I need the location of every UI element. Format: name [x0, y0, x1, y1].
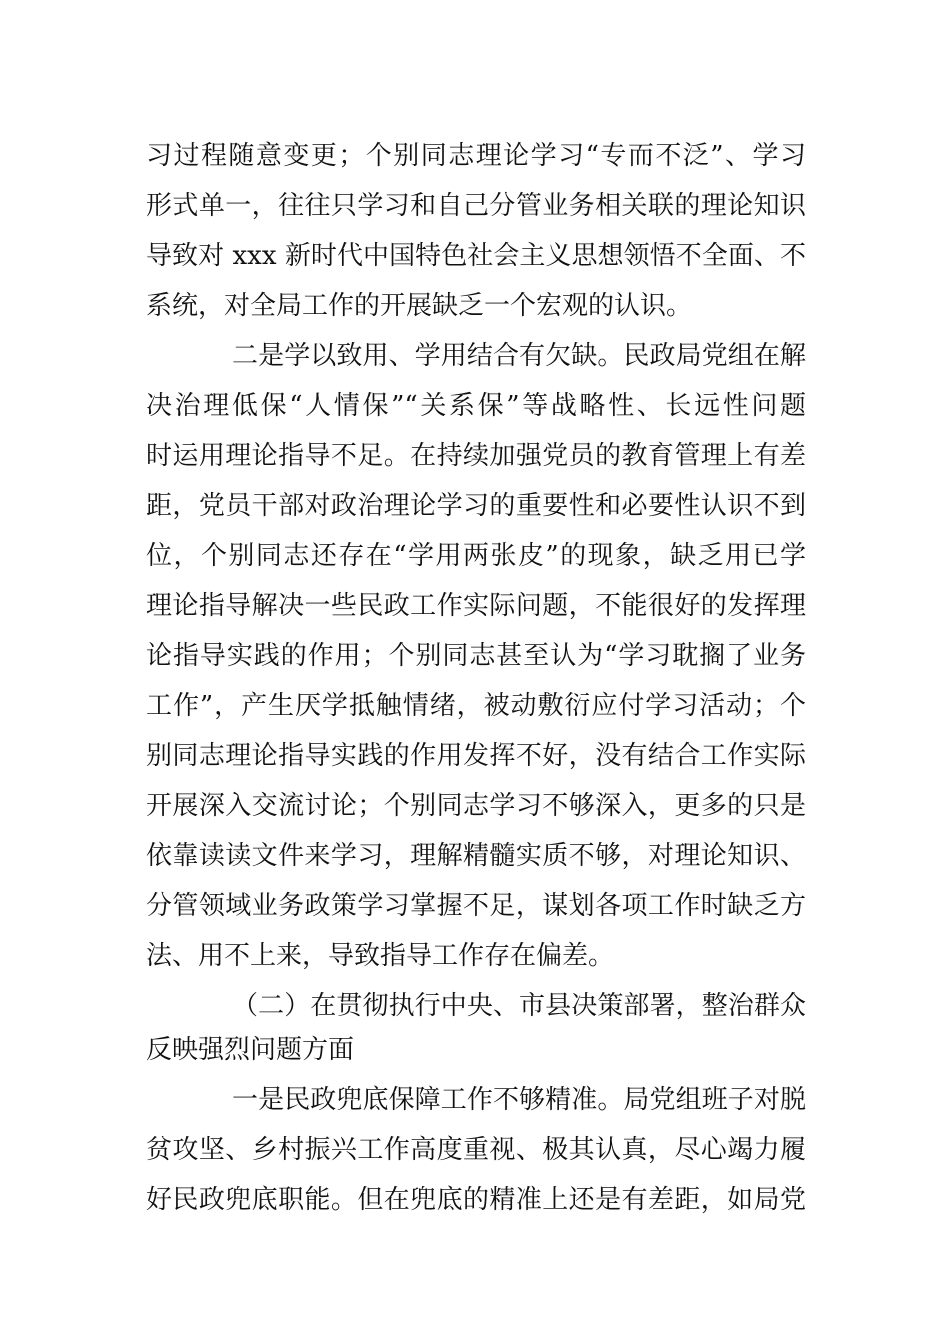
- text-line: 开展深入交流讨论；个别同志学习不够深入，更多的只是: [146, 791, 806, 821]
- text-line: 系统，对全局工作的开展缺乏一个宏观的认识。: [146, 291, 693, 321]
- text-line: 决治理低保“人情保”“关系保”等战略性、长远性问题: [146, 391, 806, 421]
- heading-line: （二）在贯彻执行中央、市县决策部署，整治群众: [232, 991, 806, 1021]
- text-line: 导致对 xxx 新时代中国特色社会主义思想领悟不全面、不: [146, 241, 806, 271]
- text-line: 形式单一，往往只学习和自己分管业务相关联的理论知识: [146, 191, 806, 221]
- text-line: 时运用理论指导不足。在持续加强党员的教育管理上有差: [146, 441, 806, 471]
- text-line: 别同志理论指导实践的作用发挥不好，没有结合工作实际: [146, 741, 806, 771]
- text-line: 习过程随意变更；个别同志理论学习“专而不泛”、学习: [146, 141, 806, 171]
- text-line: 分管领域业务政策学习掌握不足，谋划各项工作时缺乏方: [146, 891, 806, 921]
- text-line: 理论指导解决一些民政工作实际问题，不能很好的发挥理: [146, 591, 806, 621]
- text-line: 法、用不上来，导致指导工作存在偏差。: [146, 941, 615, 971]
- text-line: 好民政兜底职能。但在兜底的精准上还是有差距，如局党: [146, 1185, 806, 1215]
- text-line: 论指导实践的作用；个别同志甚至认为“学习耽搁了业务: [146, 641, 806, 671]
- text-line: 距，党员干部对政治理论学习的重要性和必要性认识不到: [146, 491, 806, 521]
- text-line: 依靠读读文件来学习，理解精髓实质不够，对理论知识、: [146, 841, 806, 871]
- text-line: 二是学以致用、学用结合有欠缺。民政局党组在解: [232, 341, 806, 371]
- text-line: 贫攻坚、乡村振兴工作高度重视、极其认真，尽心竭力履: [146, 1135, 806, 1165]
- text-line: 工作”，产生厌学抵触情绪，被动敷衍应付学习活动；个: [146, 691, 806, 721]
- text-line: 一是民政兜底保障工作不够精准。局党组班子对脱: [232, 1085, 806, 1115]
- heading-line: 反映强烈问题方面: [146, 1035, 355, 1065]
- text-line: 位，个别同志还存在“学用两张皮”的现象，缺乏用已学: [146, 541, 806, 571]
